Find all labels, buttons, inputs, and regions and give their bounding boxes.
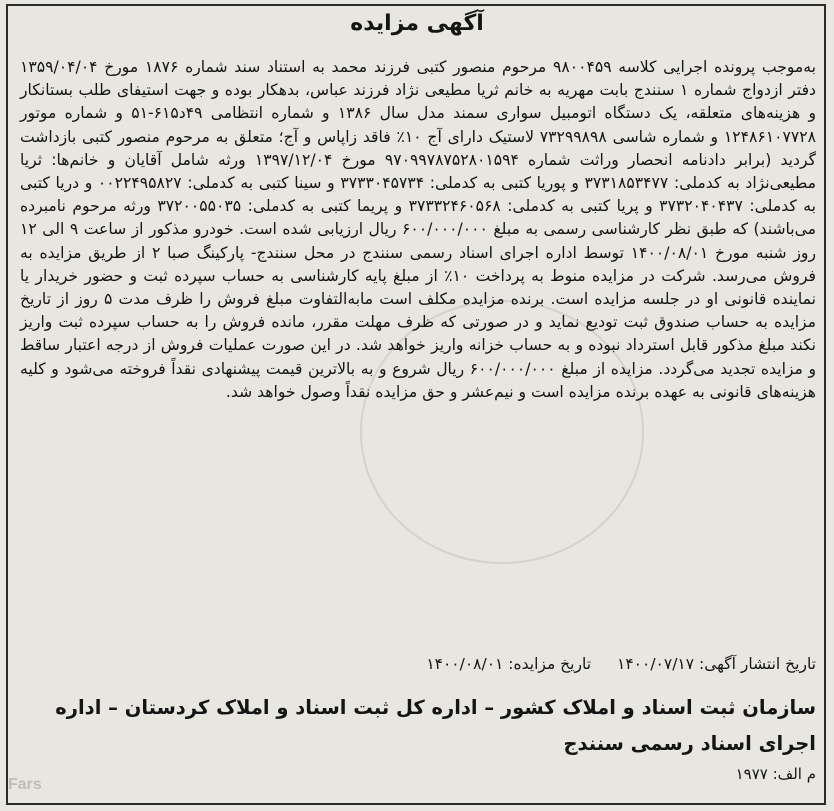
notice-code: م الف: ۱۹۷۷ xyxy=(735,765,816,783)
notice-title: آگهی مزایده xyxy=(350,11,484,36)
notice-body-text: به‌موجب پرونده اجرایی کلاسه ۹۸۰۰۴۵۹ مرحوم منصور کتبی فرزند محمد به استناد سند شماره ۱۸۷۶ مورخ ۱۳۵۹/۰۴/۰۴ دفتر ازدواج شماره ۱ سنندج بابت مهریه به خانم ثریا مطیعی نژاد فرزند عباس، بدهکار بوده و جهت استیفای طلب بستانکار و هزینه‌های متعلقه، یک دستگاه اتومبیل سواری سمند مدل سال ۱۳۸۶ و شماره انتظامی ۴۹د۶۱۵-۵۱ و شماره موتور ۱۲۴۸۶۱۰۷۷۲۸ و شماره شاسی ۷۳۲۹۹۸۹۸ لاستیک دارای آج ۱۰٪ فاقد زاپاس و آج؛ متعلق به مرحوم منصور کتبی بازداشت گردید (برابر دادنامه انحصار وراثت شماره ۹۷۰۹۹۷۸۷۵۲۸۰۱۵۹۴ مورخ ۱۳۹۷/۱۲/۰۴ ورثه شامل آقایان و خانم‌ها: ثریا مطیعی‌نژاد به کدملی: ۳۷۳۱۸۵۳۴۷۷ و پوریا کتبی به کدملی: ۳۷۳۳۰۴۵۷۳۴ و سینا کتبی به کدملی: ۰۰۲۲۴۹۵۸۲۷ و دریا کتبی به کدملی: ۳۷۳۲۰۴۰۴۳۷ و پریا کتبی به کدملی: ۳۷۳۳۲۴۶۰۵۶۸ و پریما کتبی به کدملی: ۳۷۲۰۰۵۵۰۳۵ ورثه مرحوم نامبرده می‌باشند) که طبق نظر کارشناسی رسمی به مبلغ ۶۰۰/۰۰۰/۰۰۰ ریال ارزیابی شده است. خودرو مذکور از ساعت ۹ الی ۱۲ روز شنبه مورخ ۱۴۰۰/۰۸/۰۱ توسط اداره اجرای اسناد رسمی سنندج در محل سنندج- پارکینگ صبا ۲ از طریق مزایده به فروش می‌رسد. شرکت در مزایده منوط به پرداخت ۱۰٪ از مبلغ پایه کارشناسی به حساب سپرده ثبت و حضور خریدار یا نماینده قانونی او در جلسه مزایده است. برنده مزایده مکلف است مابه‌التفاوت مبلغ فروش را ظرف مدت ۵ روز از تاریخ مزایده به حساب صندوق ثبت تودیع نماید و در صورتی که ظرف مهلت مقرر، مانده فروش را به حساب سپرده ثبت واریز نکند مبلغ مذکور قابل استرداد نبوده و به حساب خزانه واریز خواهد شد. در این صورت عملیات فروش از درجه اعتبار ساقط و مزایده تجدید می‌گردد. مزایده از مبلغ ۶۰۰/۰۰۰/۰۰۰ ریال شروع و به بالاترین قیمت پیشنهادی نقداً فروخته می‌شود و کلیه هزینه‌های قانونی به عهده برنده مزایده است و نیم‌عشر و حق مزایده نقداً وصول خواهد شد. xyxy=(20,58,816,401)
auction-date: تاریخ مزایده: ۱۴۰۰/۰۸/۰۱ xyxy=(426,655,592,673)
org-line-1: سازمان ثبت اسناد و املاک کشور – اداره کل ثبت اسناد و املاک کردستان – اداره xyxy=(55,696,816,719)
issuing-organization xyxy=(12,690,816,762)
notice-dates xyxy=(426,652,816,676)
publish-date: تاریخ انتشار آگهی: ۱۴۰۰/۰۷/۱۷ xyxy=(617,655,816,673)
org-line-2: اجرای اسناد رسمی سنندج xyxy=(563,732,816,755)
fars-news-logo: Fars xyxy=(8,776,42,793)
notice-body xyxy=(20,56,816,404)
